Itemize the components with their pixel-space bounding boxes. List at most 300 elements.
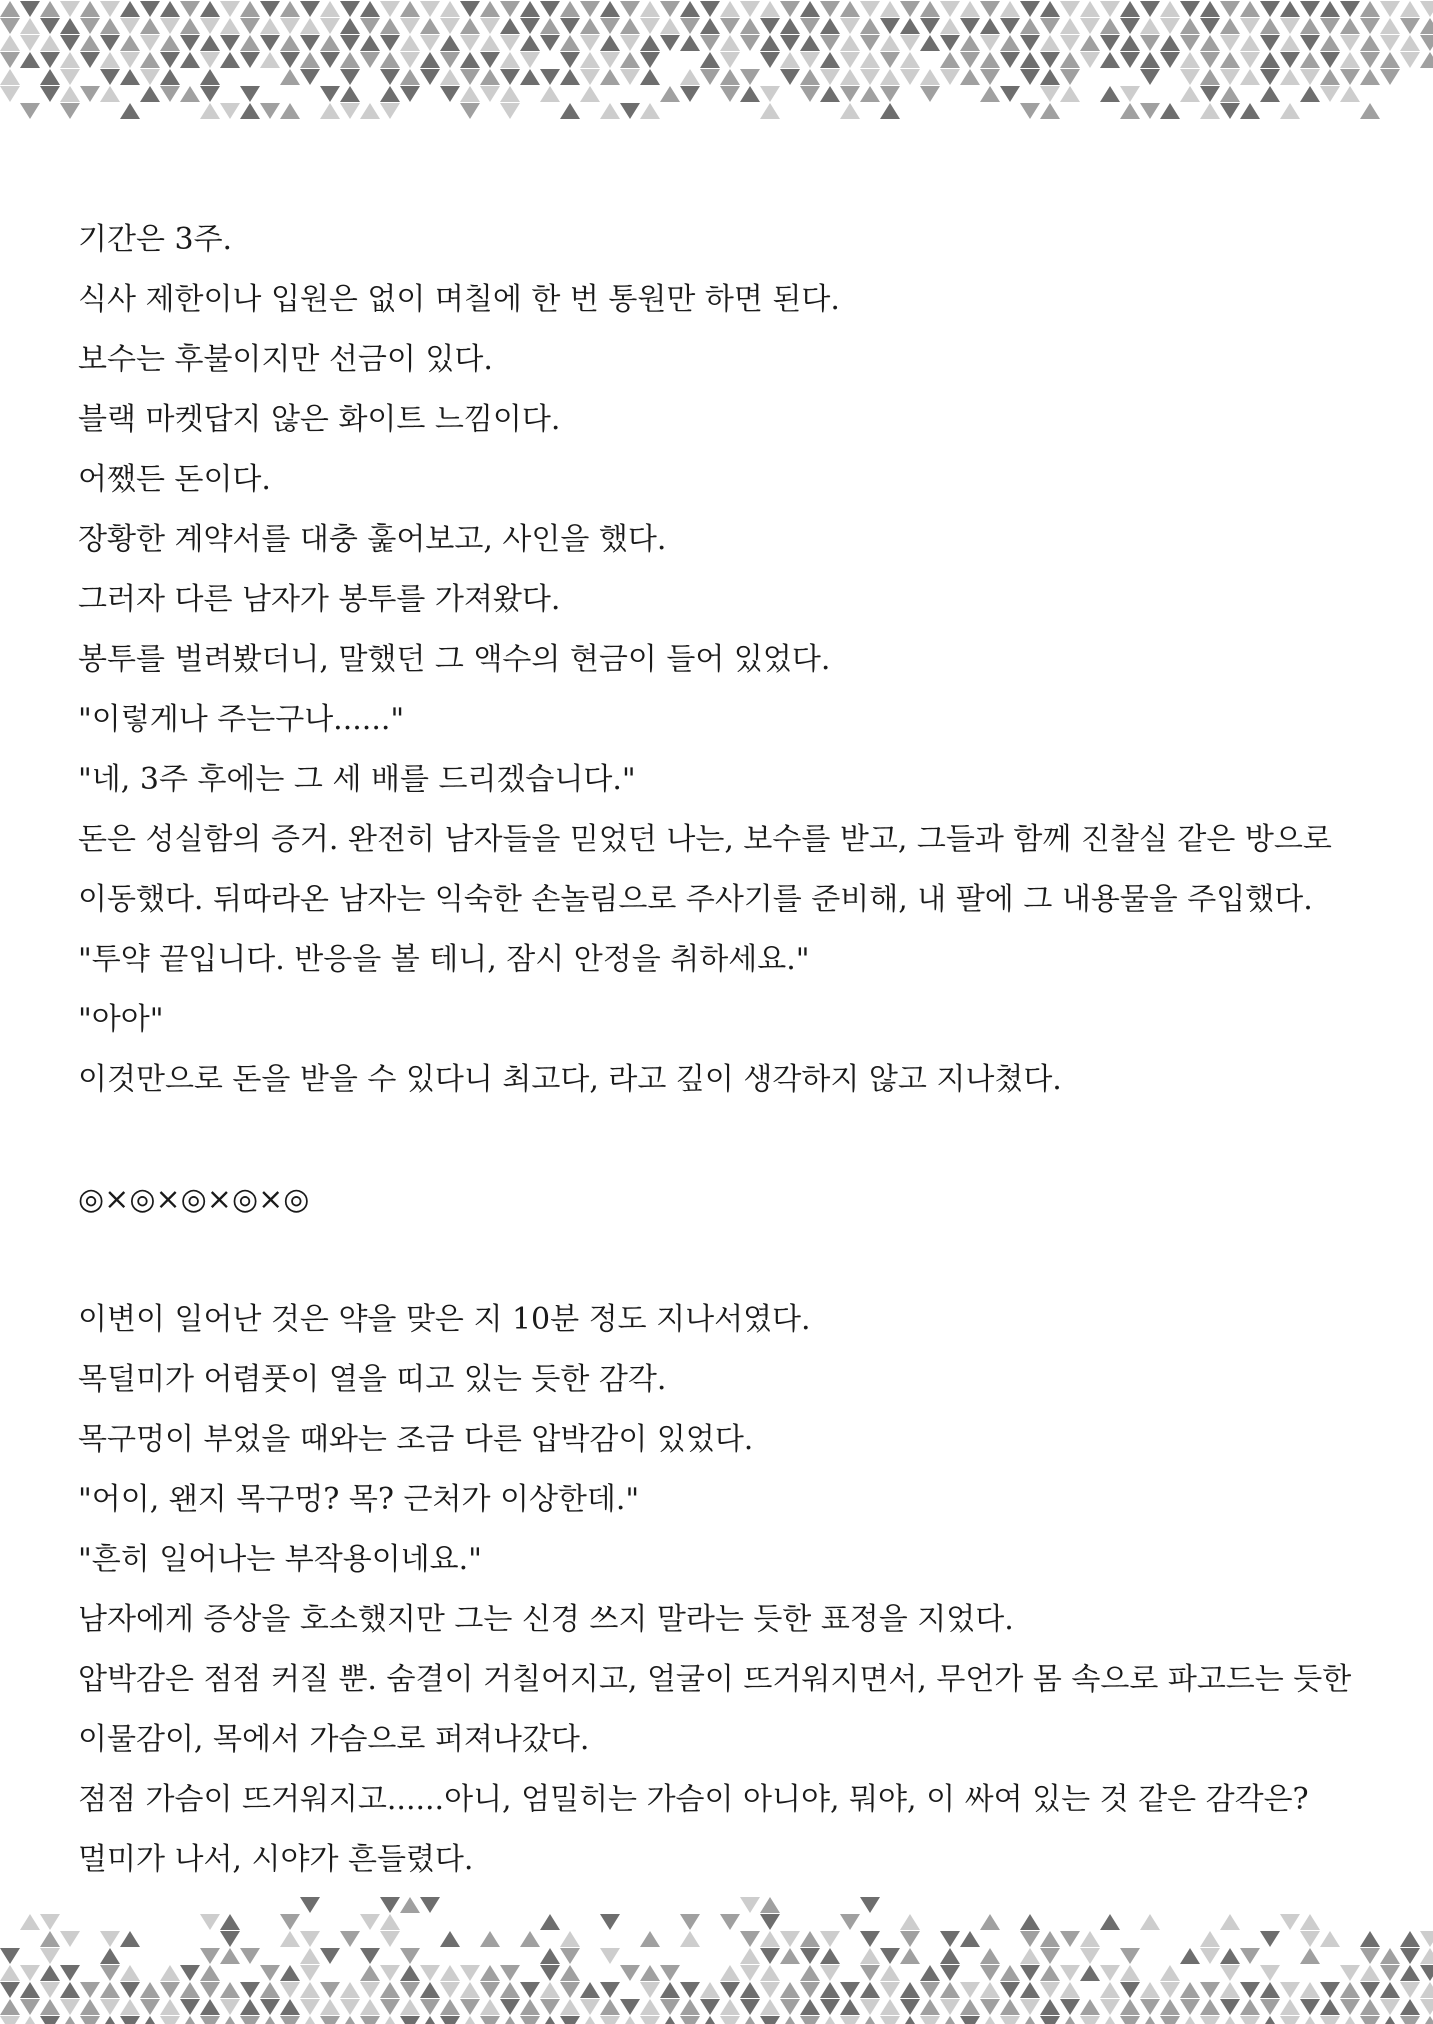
pattern-triangle [840,35,860,51]
pattern-triangle [600,35,620,51]
pattern-triangle [1260,1931,1280,1947]
pattern-triangle [220,52,240,68]
pattern-triangle [960,18,980,34]
pattern-triangle [1160,1982,1180,1998]
pattern-triangle [320,1,340,17]
pattern-triangle [1300,35,1320,51]
pattern-triangle [380,69,400,85]
pattern-triangle [680,1,700,17]
pattern-triangle [1260,52,1280,68]
pattern-triangle [1260,1982,1280,1998]
pattern-triangle [1200,69,1220,85]
pattern-triangle [1120,1,1140,17]
pattern-triangle [100,52,120,68]
pattern-triangle [820,69,840,85]
pattern-triangle [60,2016,80,2024]
pattern-triangle [40,18,60,34]
pattern-triangle [1300,18,1320,34]
pattern-triangle [1000,2016,1020,2024]
pattern-triangle [520,1982,540,1998]
pattern-triangle [400,1965,420,1981]
pattern-triangle [80,2016,100,2024]
pattern-triangle [940,1982,960,1998]
pattern-triangle [1340,1999,1360,2015]
pattern-triangle [600,18,620,34]
pattern-triangle [680,1931,700,1947]
pattern-triangle [540,35,560,51]
pattern-triangle [220,103,240,119]
pattern-triangle [560,18,580,34]
pattern-triangle [660,86,680,102]
pattern-triangle [1320,69,1340,85]
pattern-triangle [20,103,40,119]
pattern-triangle [460,86,480,102]
pattern-triangle [600,2016,620,2024]
pattern-triangle [720,86,740,102]
pattern-triangle [500,35,520,51]
pattern-triangle [360,1999,380,2015]
pattern-triangle [520,1999,540,2015]
pattern-triangle [860,52,880,68]
pattern-triangle [180,18,200,34]
pattern-triangle [260,1965,280,1981]
pattern-triangle [1340,1,1360,17]
pattern-triangle [200,18,220,34]
pattern-triangle [500,103,520,119]
pattern-triangle [100,1,120,17]
pattern-triangle [720,69,740,85]
pattern-triangle [1220,1965,1240,1981]
pattern-triangle [860,1999,880,2015]
pattern-triangle [800,1965,820,1981]
pattern-triangle [1280,52,1300,68]
pattern-triangle [1360,18,1380,34]
pattern-triangle [400,1897,420,1913]
pattern-triangle [600,69,620,85]
pattern-triangle [40,2016,60,2024]
pattern-triangle [640,1999,660,2015]
pattern-triangle [420,1,440,17]
pattern-triangle [640,69,660,85]
pattern-triangle [1120,1999,1140,2015]
pattern-triangle [1320,2016,1340,2024]
pattern-triangle [1200,1982,1220,1998]
pattern-triangle [660,18,680,34]
pattern-triangle [420,1999,440,2015]
pattern-triangle [560,103,580,119]
pattern-triangle [60,1931,80,1947]
pattern-triangle [1020,35,1040,51]
pattern-triangle [280,1965,300,1981]
pattern-triangle [1220,18,1240,34]
pattern-triangle [200,86,220,102]
pattern-triangle [960,2016,980,2024]
pattern-triangle [100,35,120,51]
pattern-triangle [680,18,700,34]
pattern-triangle [1360,35,1380,51]
pattern-triangle [120,103,140,119]
pattern-triangle [760,1931,780,1947]
pattern-triangle [740,2016,760,2024]
pattern-triangle [1120,1982,1140,1998]
pattern-triangle [200,1965,220,1981]
pattern-triangle [560,2016,580,2024]
pattern-triangle [1000,52,1020,68]
pattern-triangle [780,18,800,34]
top-triangle-pattern [0,0,1433,120]
text-line: 돈은 성실함의 증거. 완전히 남자들을 믿었던 나는, 보수를 받고, 그들과 함께 진찰실 같은 방으로 [78,822,1332,857]
pattern-triangle [760,1982,780,1998]
pattern-triangle [1000,86,1020,102]
pattern-triangle [920,2016,940,2024]
pattern-triangle [860,69,880,85]
pattern-triangle [840,103,860,119]
text-line: 멀미가 나서, 시야가 흔들렸다. [78,1842,474,1877]
pattern-triangle [480,86,500,102]
pattern-triangle [380,52,400,68]
pattern-triangle [580,18,600,34]
pattern-triangle [1260,18,1280,34]
pattern-triangle [200,1982,220,1998]
pattern-triangle [220,2016,240,2024]
pattern-triangle [440,35,460,51]
pattern-triangle [180,1999,200,2015]
pattern-triangle [1320,1931,1340,1947]
pattern-triangle [800,18,820,34]
pattern-triangle [100,1965,120,1981]
pattern-triangle [1100,86,1120,102]
pattern-triangle [640,1965,660,1981]
pattern-triangle [840,18,860,34]
pattern-triangle [1340,1965,1360,1981]
pattern-triangle [1240,69,1260,85]
pattern-triangle [720,35,740,51]
pattern-triangle [580,52,600,68]
pattern-triangle [900,35,920,51]
pattern-triangle [940,69,960,85]
pattern-triangle [840,1999,860,2015]
pattern-triangle [1180,1999,1200,2015]
pattern-triangle [1240,2016,1260,2024]
pattern-triangle [280,1931,300,1947]
pattern-triangle [1380,2016,1400,2024]
text-line: "투약 끝입니다. 반응을 볼 테니, 잠시 안정을 취하세요." [78,942,810,977]
pattern-triangle [600,1982,620,1998]
pattern-triangle [860,2016,880,2024]
pattern-triangle [200,1948,220,1964]
pattern-triangle [680,1982,700,1998]
pattern-triangle [1280,1,1300,17]
pattern-triangle [280,18,300,34]
pattern-triangle [380,18,400,34]
pattern-triangle [640,52,660,68]
pattern-triangle [780,1,800,17]
pattern-triangle [800,1,820,17]
pattern-triangle [760,52,780,68]
pattern-triangle [1240,35,1260,51]
pattern-triangle [1000,35,1020,51]
text-line: 기간은 3주. [78,222,233,257]
pattern-triangle [600,103,620,119]
pattern-triangle [1120,2016,1140,2024]
pattern-triangle [1140,1982,1160,1998]
pattern-triangle [820,1,840,17]
pattern-triangle [520,2016,540,2024]
pattern-triangle [1200,86,1220,102]
pattern-triangle [860,1931,880,1947]
pattern-triangle [520,1931,540,1947]
pattern-triangle [40,1931,60,1947]
pattern-triangle [1260,1999,1280,2015]
pattern-triangle [1400,1948,1420,1964]
pattern-triangle [900,1982,920,1998]
pattern-triangle [240,1948,260,1964]
pattern-triangle [1260,35,1280,51]
pattern-triangle [340,69,360,85]
pattern-triangle [780,1999,800,2015]
pattern-triangle [240,86,260,102]
pattern-triangle [1100,35,1120,51]
pattern-triangle [140,2016,160,2024]
pattern-triangle [20,2016,40,2024]
pattern-triangle [920,1982,940,1998]
pattern-triangle [1380,18,1400,34]
pattern-triangle [880,1948,900,1964]
pattern-triangle [1200,1,1220,17]
pattern-triangle [80,35,100,51]
pattern-triangle [740,35,760,51]
pattern-triangle [20,1999,40,2015]
pattern-triangle [1400,35,1420,51]
pattern-triangle [240,1982,260,1998]
pattern-triangle [1420,18,1433,34]
pattern-triangle [740,86,760,102]
pattern-triangle [820,1931,840,1947]
pattern-triangle [140,18,160,34]
pattern-triangle [1060,1999,1080,2015]
pattern-triangle [860,1965,880,1981]
pattern-triangle [840,69,860,85]
pattern-triangle [960,1,980,17]
pattern-triangle [560,52,580,68]
pattern-triangle [880,18,900,34]
pattern-triangle [80,1999,100,2015]
pattern-triangle [1380,69,1400,85]
pattern-triangle [420,35,440,51]
pattern-triangle [860,18,880,34]
pattern-triangle [1100,1914,1120,1930]
pattern-triangle [1220,35,1240,51]
pattern-triangle [160,35,180,51]
pattern-triangle [40,69,60,85]
pattern-triangle [300,69,320,85]
pattern-triangle [1400,1965,1420,1981]
pattern-triangle [800,1931,820,1947]
pattern-triangle [1220,69,1240,85]
pattern-triangle [120,69,140,85]
pattern-triangle [60,35,80,51]
pattern-triangle [500,18,520,34]
pattern-triangle [1300,2016,1320,2024]
pattern-triangle [1180,1948,1200,1964]
pattern-triangle [900,18,920,34]
pattern-triangle [100,1948,120,1964]
pattern-triangle [1300,1914,1320,1930]
pattern-triangle [240,2016,260,2024]
pattern-triangle [480,35,500,51]
pattern-triangle [240,1999,260,2015]
pattern-triangle [900,52,920,68]
pattern-triangle [160,18,180,34]
pattern-triangle [420,52,440,68]
pattern-triangle [360,1914,380,1930]
pattern-triangle [300,1897,320,1913]
pattern-triangle [820,52,840,68]
pattern-triangle [440,1965,460,1981]
pattern-triangle [920,1999,940,2015]
pattern-triangle [640,2016,660,2024]
pattern-triangle [40,1965,60,1981]
pattern-triangle [340,1999,360,2015]
pattern-triangle [20,1965,40,1981]
pattern-triangle [880,1,900,17]
pattern-triangle [1360,1931,1380,1947]
pattern-triangle [240,52,260,68]
pattern-triangle [1060,69,1080,85]
pattern-triangle [860,1982,880,1998]
pattern-triangle [1160,35,1180,51]
story-text [78,210,1378,1890]
pattern-triangle [1340,69,1360,85]
pattern-triangle [380,1931,400,1947]
pattern-triangle [1380,1965,1400,1981]
pattern-triangle [440,1999,460,2015]
pattern-triangle [840,1914,860,1930]
pattern-triangle [880,2016,900,2024]
pattern-triangle [560,35,580,51]
pattern-triangle [740,1965,760,1981]
pattern-triangle [380,1897,400,1913]
pattern-triangle [1020,52,1040,68]
pattern-triangle [1140,1914,1160,1930]
pattern-triangle [1260,86,1280,102]
pattern-triangle [1100,1965,1120,1981]
pattern-triangle [40,1999,60,2015]
pattern-triangle [1020,103,1040,119]
pattern-triangle [720,1982,740,1998]
pattern-triangle [920,35,940,51]
pattern-triangle [1140,103,1160,119]
pattern-triangle [500,1,520,17]
pattern-triangle [400,52,420,68]
pattern-triangle [1400,1,1420,17]
pattern-triangle [160,1965,180,1981]
pattern-triangle [400,86,420,102]
pattern-triangle [1140,69,1160,85]
pattern-triangle [1000,18,1020,34]
pattern-triangle [460,69,480,85]
pattern-triangle [460,1982,480,1998]
pattern-triangle [1220,103,1240,119]
pattern-triangle [320,2016,340,2024]
pattern-triangle [80,52,100,68]
pattern-triangle [0,2016,20,2024]
pattern-triangle [380,103,400,119]
pattern-triangle [460,1999,480,2015]
pattern-triangle [600,1,620,17]
pattern-triangle [760,103,780,119]
pattern-triangle [800,1982,820,1998]
pattern-triangle [760,1914,780,1930]
pattern-triangle [1420,1,1433,17]
pattern-triangle [1040,86,1060,102]
pattern-triangle [880,103,900,119]
pattern-triangle [1240,103,1260,119]
pattern-triangle [760,18,780,34]
pattern-triangle [940,18,960,34]
pattern-triangle [1300,1931,1320,1947]
pattern-triangle [620,18,640,34]
pattern-triangle [1080,1,1100,17]
pattern-triangle [540,18,560,34]
pattern-triangle [380,2016,400,2024]
pattern-triangle [720,1965,740,1981]
pattern-triangle [620,1965,640,1981]
pattern-triangle [1060,18,1080,34]
pattern-triangle [1360,1965,1380,1981]
pattern-triangle [540,1999,560,2015]
text-line: "흔히 일어나는 부작용이네요." [78,1542,482,1577]
pattern-triangle [400,69,420,85]
pattern-triangle [220,35,240,51]
pattern-triangle [1320,1,1340,17]
pattern-triangle [800,86,820,102]
pattern-triangle [0,1982,20,1998]
pattern-triangle [840,52,860,68]
pattern-triangle [220,1,240,17]
pattern-triangle [780,52,800,68]
pattern-triangle [580,69,600,85]
pattern-triangle [1040,35,1060,51]
pattern-triangle [400,1,420,17]
pattern-triangle [40,1914,60,1930]
pattern-triangle [1080,1948,1100,1964]
pattern-triangle [1240,1999,1260,2015]
pattern-triangle [360,1965,380,1981]
pattern-triangle [980,1948,1000,1964]
pattern-triangle [800,2016,820,2024]
pattern-triangle [180,86,200,102]
pattern-triangle [520,18,540,34]
pattern-triangle [860,86,880,102]
pattern-triangle [1360,1999,1380,2015]
pattern-triangle [100,1931,120,1947]
pattern-triangle [980,1999,1000,2015]
pattern-triangle [400,35,420,51]
pattern-triangle [480,1982,500,1998]
pattern-triangle [1160,1,1180,17]
pattern-triangle [1220,1999,1240,2015]
pattern-triangle [440,86,460,102]
pattern-triangle [1200,35,1220,51]
pattern-triangle [400,2016,420,2024]
pattern-triangle [1420,1999,1433,2015]
pattern-triangle [80,18,100,34]
pattern-triangle [560,1948,580,1964]
pattern-triangle [300,1931,320,1947]
pattern-triangle [900,2016,920,2024]
pattern-triangle [280,1999,300,2015]
